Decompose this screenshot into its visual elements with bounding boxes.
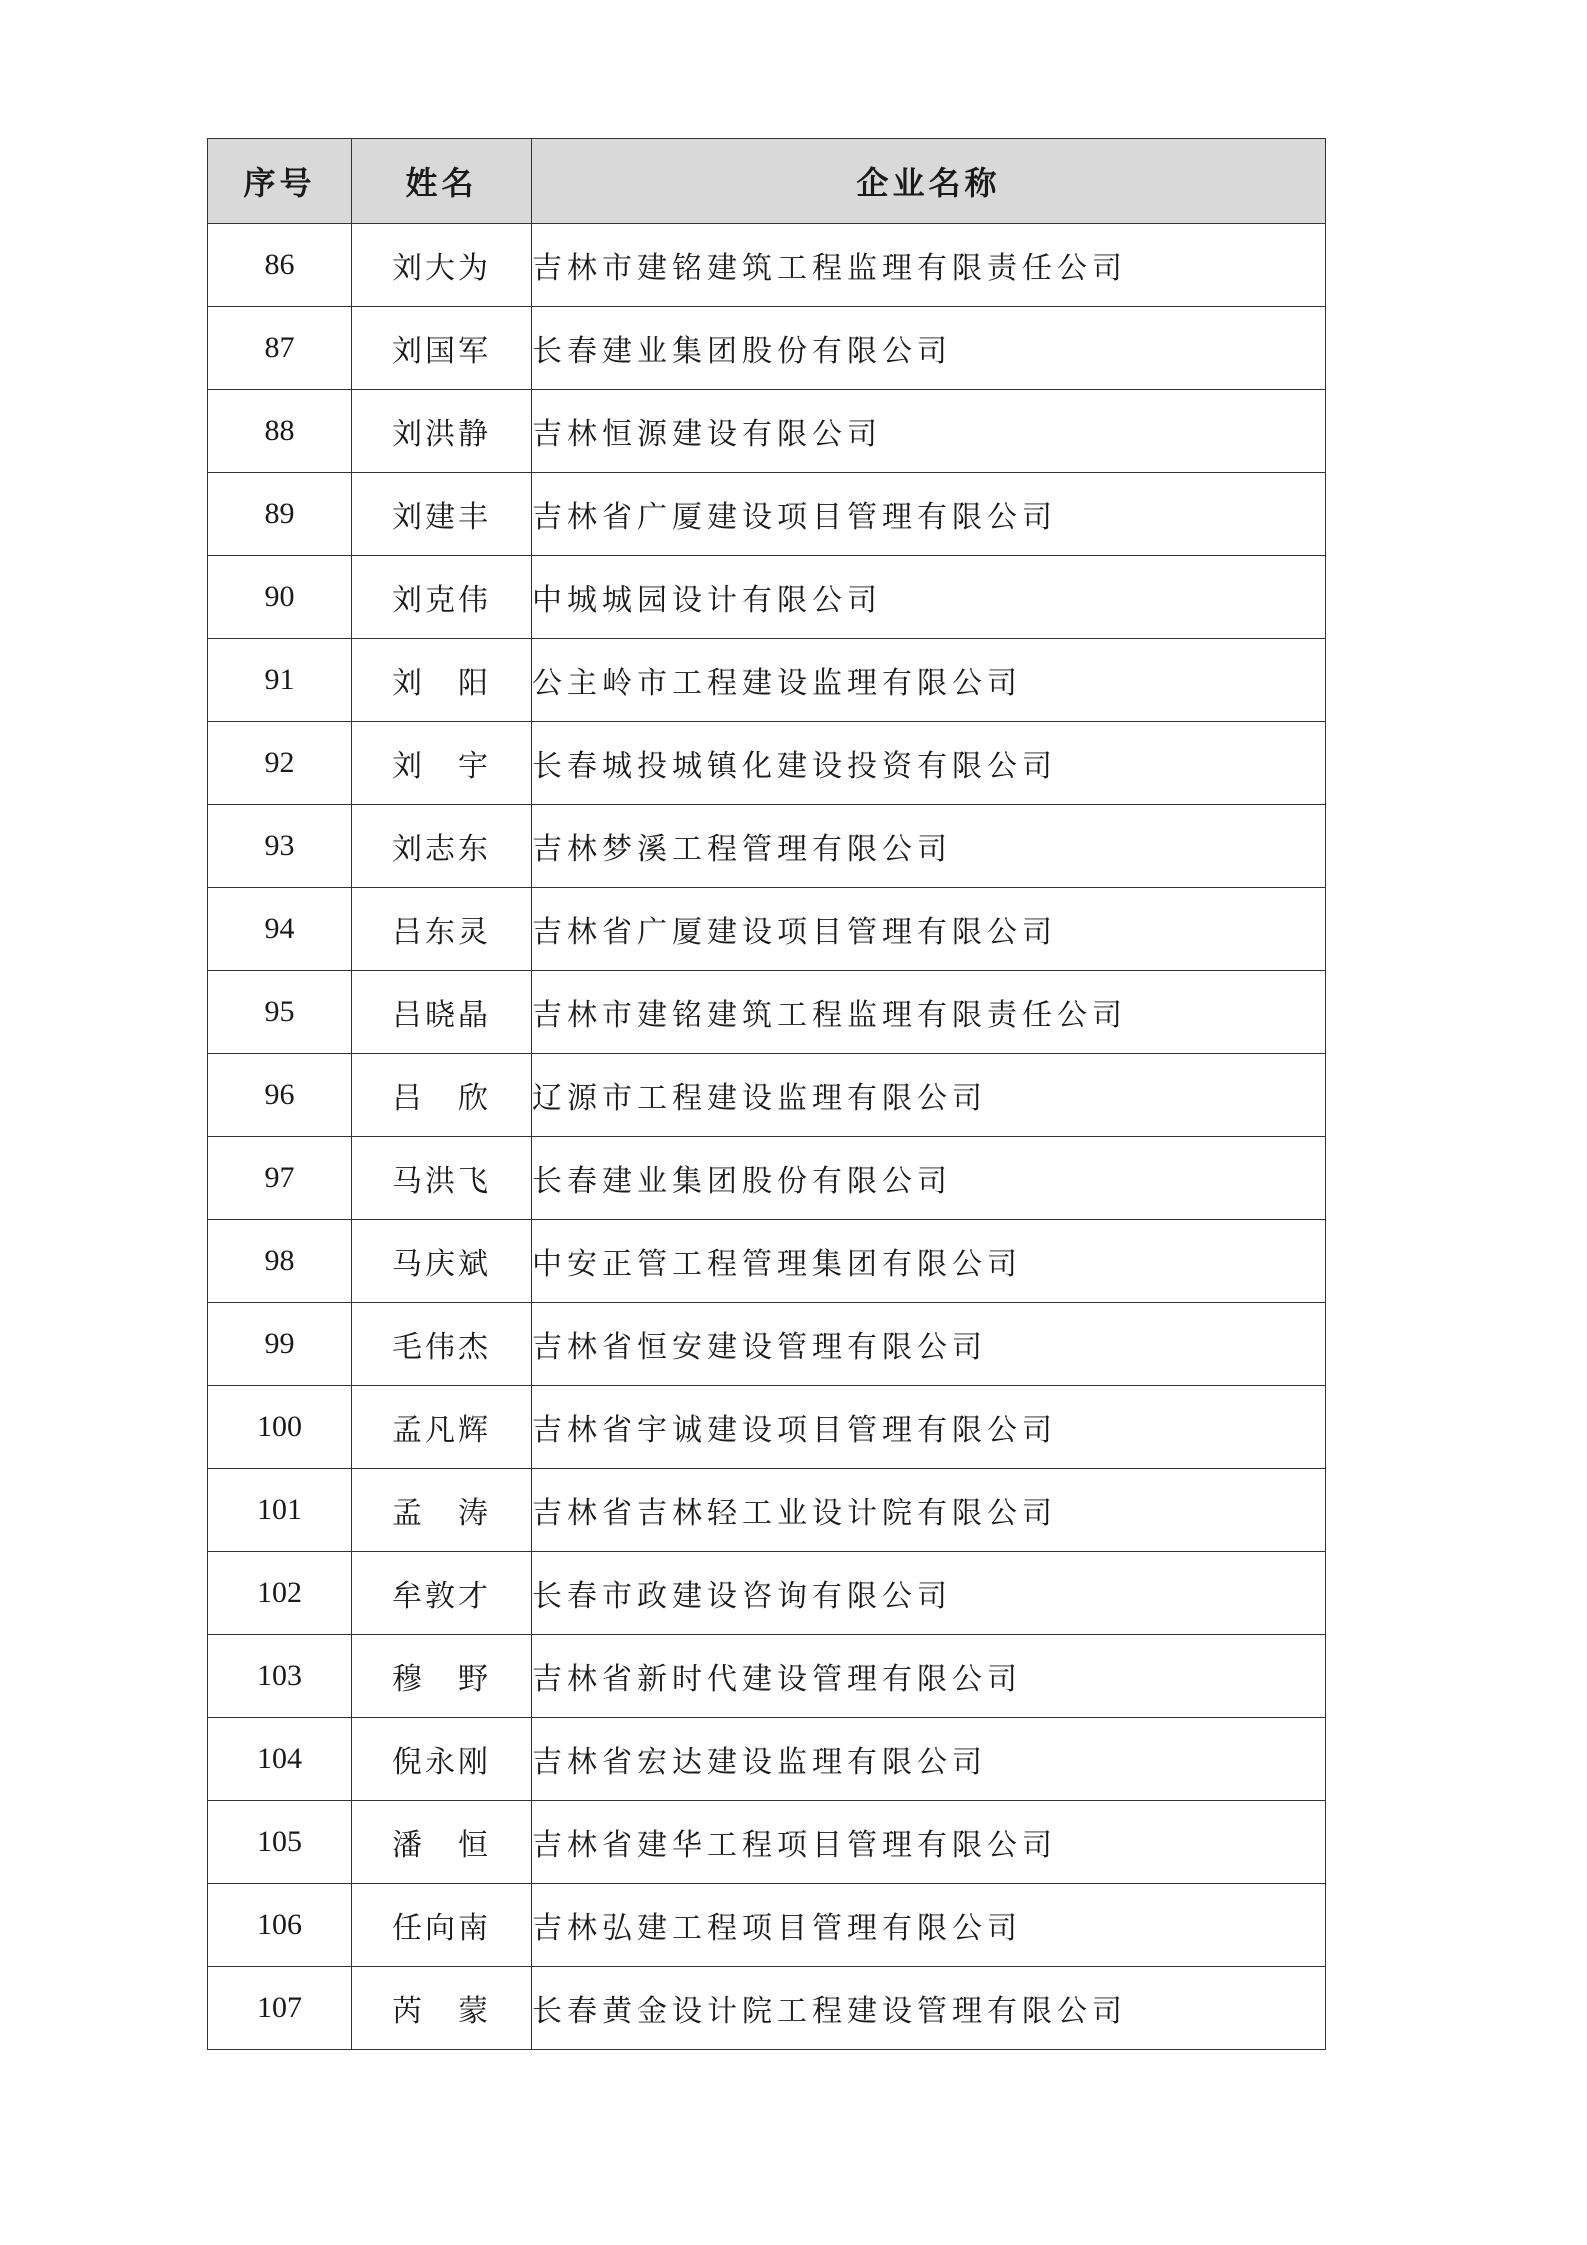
header-serial-number: 序号 [208, 139, 352, 224]
name-cell: 吕晓晶 [352, 971, 532, 1054]
name-cell: 马洪飞 [352, 1137, 532, 1220]
company-cell: 吉林省广厦建设项目管理有限公司 [532, 888, 1326, 971]
table-row [208, 556, 1326, 639]
table-row [208, 307, 1326, 390]
header-name: 姓名 [352, 139, 532, 224]
name-cell: 刘洪静 [352, 390, 532, 473]
name-cell: 马庆斌 [352, 1220, 532, 1303]
name-cell: 毛伟杰 [352, 1303, 532, 1386]
serial-number-cell: 103 [208, 1635, 352, 1718]
table-row [208, 722, 1326, 805]
name-cell: 刘国军 [352, 307, 532, 390]
company-cell: 吉林省宇诚建设项目管理有限公司 [532, 1386, 1326, 1469]
company-cell: 中安正管工程管理集团有限公司 [532, 1220, 1326, 1303]
table-row [208, 1801, 1326, 1884]
company-cell: 吉林市建铭建筑工程监理有限责任公司 [532, 224, 1326, 307]
serial-number-cell: 86 [208, 224, 352, 307]
name-cell: 任向南 [352, 1884, 532, 1967]
table-row [208, 805, 1326, 888]
table-row [208, 639, 1326, 722]
company-cell: 中城城园设计有限公司 [532, 556, 1326, 639]
company-cell: 长春建业集团股份有限公司 [532, 1137, 1326, 1220]
name-cell: 倪永刚 [352, 1718, 532, 1801]
serial-number-cell: 95 [208, 971, 352, 1054]
company-cell: 吉林弘建工程项目管理有限公司 [532, 1884, 1326, 1967]
serial-number-cell: 101 [208, 1469, 352, 1552]
table-row [208, 1220, 1326, 1303]
name-cell: 刘建丰 [352, 473, 532, 556]
name-cell: 孟凡辉 [352, 1386, 532, 1469]
company-cell: 吉林省广厦建设项目管理有限公司 [532, 473, 1326, 556]
company-cell: 吉林省宏达建设监理有限公司 [532, 1718, 1326, 1801]
company-cell: 长春城投城镇化建设投资有限公司 [532, 722, 1326, 805]
company-cell: 吉林省建华工程项目管理有限公司 [532, 1801, 1326, 1884]
name-cell: 孟 涛 [352, 1469, 532, 1552]
table-row [208, 1054, 1326, 1137]
name-cell: 吕 欣 [352, 1054, 532, 1137]
table-row [208, 1718, 1326, 1801]
table-row [208, 224, 1326, 307]
table-body [208, 224, 1326, 2050]
serial-number-cell: 90 [208, 556, 352, 639]
serial-number-cell: 107 [208, 1967, 352, 2050]
serial-number-cell: 98 [208, 1220, 352, 1303]
table-row [208, 1303, 1326, 1386]
serial-number-cell: 105 [208, 1801, 352, 1884]
serial-number-cell: 87 [208, 307, 352, 390]
serial-number-cell: 106 [208, 1884, 352, 1967]
company-cell: 吉林省恒安建设管理有限公司 [532, 1303, 1326, 1386]
table-row [208, 1635, 1326, 1718]
company-cell: 长春黄金设计院工程建设管理有限公司 [532, 1967, 1326, 2050]
table-row [208, 1137, 1326, 1220]
name-cell: 刘大为 [352, 224, 532, 307]
serial-number-cell: 92 [208, 722, 352, 805]
serial-number-cell: 89 [208, 473, 352, 556]
serial-number-cell: 100 [208, 1386, 352, 1469]
table-row [208, 1469, 1326, 1552]
table-row [208, 1884, 1326, 1967]
table-header [208, 139, 1326, 224]
serial-number-cell: 99 [208, 1303, 352, 1386]
name-cell: 潘 恒 [352, 1801, 532, 1884]
company-cell: 长春建业集团股份有限公司 [532, 307, 1326, 390]
name-cell: 穆 野 [352, 1635, 532, 1718]
name-cell: 刘克伟 [352, 556, 532, 639]
table-row [208, 888, 1326, 971]
table-row [208, 1552, 1326, 1635]
company-cell: 吉林梦溪工程管理有限公司 [532, 805, 1326, 888]
serial-number-cell: 91 [208, 639, 352, 722]
name-cell: 刘志东 [352, 805, 532, 888]
header-row [208, 139, 1326, 224]
serial-number-cell: 94 [208, 888, 352, 971]
serial-number-cell: 93 [208, 805, 352, 888]
name-cell: 芮 蒙 [352, 1967, 532, 2050]
company-cell: 吉林市建铭建筑工程监理有限责任公司 [532, 971, 1326, 1054]
table-row [208, 1386, 1326, 1469]
company-cell: 吉林省吉林轻工业设计院有限公司 [532, 1469, 1326, 1552]
serial-number-cell: 88 [208, 390, 352, 473]
serial-number-cell: 97 [208, 1137, 352, 1220]
name-cell: 刘 宇 [352, 722, 532, 805]
company-cell: 吉林恒源建设有限公司 [532, 390, 1326, 473]
serial-number-cell: 96 [208, 1054, 352, 1137]
company-cell: 长春市政建设咨询有限公司 [532, 1552, 1326, 1635]
table-row [208, 1967, 1326, 2050]
table-row [208, 971, 1326, 1054]
serial-number-cell: 102 [208, 1552, 352, 1635]
name-cell: 牟敦才 [352, 1552, 532, 1635]
personnel-table [207, 138, 1326, 2050]
company-cell: 辽源市工程建设监理有限公司 [532, 1054, 1326, 1137]
company-cell: 吉林省新时代建设管理有限公司 [532, 1635, 1326, 1718]
table-row [208, 473, 1326, 556]
name-cell: 刘 阳 [352, 639, 532, 722]
header-company-name: 企业名称 [532, 139, 1326, 224]
name-cell: 吕东灵 [352, 888, 532, 971]
table-row [208, 390, 1326, 473]
company-cell: 公主岭市工程建设监理有限公司 [532, 639, 1326, 722]
serial-number-cell: 104 [208, 1718, 352, 1801]
